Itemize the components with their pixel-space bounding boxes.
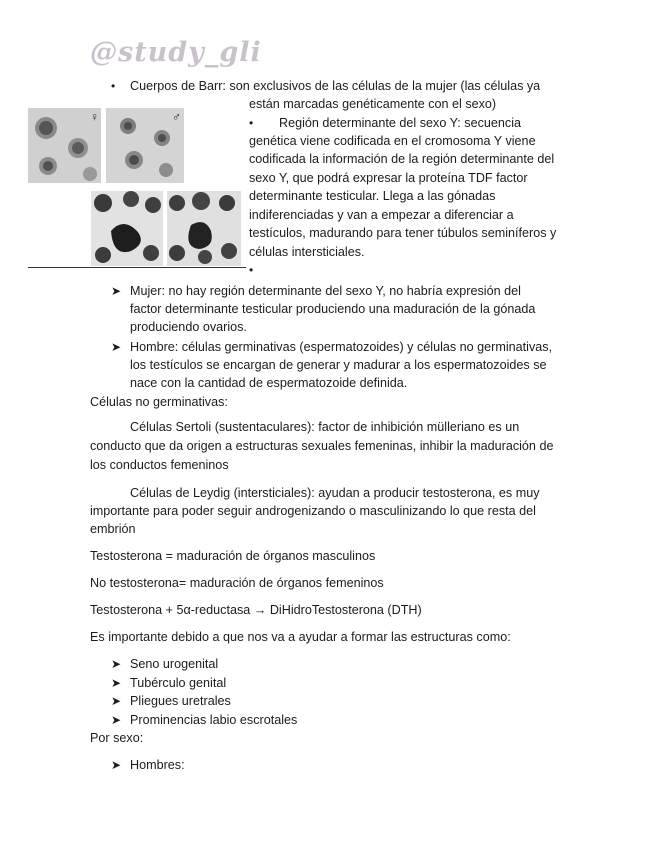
mujer-line-1: Mujer: no hay región determinante del sexo Y, no habría expresión del	[130, 284, 521, 298]
female-symbol-icon: ♀	[90, 110, 99, 124]
testosterone-line-1: Testosterona = maduración de órganos masculinos	[90, 549, 376, 563]
sry-line-7: testículos, madurando para tener túbulos seminíferos y	[249, 226, 557, 240]
arrow-bullet-icon: ➤	[111, 340, 122, 354]
structure-item: Prominencias labio escrotales	[130, 713, 298, 727]
bullet-dot-icon: •	[249, 116, 254, 130]
leydig-line-3: embrión	[90, 522, 136, 536]
structure-item: Pliegues uretrales	[130, 694, 231, 708]
arrow-bullet-icon: ➤	[111, 694, 122, 708]
sry-line-5: determinante testicular. Llega a las gónadas	[249, 189, 496, 203]
mujer-line-3: produciendo ovarios.	[130, 320, 247, 334]
por-sexo-heading: Por sexo:	[90, 731, 144, 745]
bullet-dot-icon: •	[249, 263, 254, 277]
arrow-bullet-icon: ➤	[111, 713, 122, 727]
drumstick-micrograph-male	[167, 191, 241, 266]
sertoli-line-2: conducto que da origen a estructuras sexuales femeninas, inhibir la maduración de	[90, 439, 554, 453]
watermark: @study_gli	[90, 37, 262, 68]
sry-line-8: células intersticiales.	[249, 245, 365, 259]
important-line: Es importante debido a que nos va a ayudar a formar las estructuras como:	[90, 630, 511, 644]
sry-line-1: Región determinante del sexo Y: secuencia	[279, 116, 522, 130]
hombre-line-3: nace con la cantidad de espermatozoide definida.	[130, 376, 408, 390]
hombre-line-1: Hombre: células germinativas (espermatozoides) y células no germinativas,	[130, 340, 553, 354]
male-symbol-icon: ♂	[172, 110, 181, 124]
arrow-bullet-icon: ➤	[111, 676, 122, 690]
arrow-bullet-icon: ➤	[111, 758, 122, 772]
structure-item: Seno urogenital	[130, 657, 219, 671]
arrow-bullet-icon: ➤	[111, 284, 122, 298]
hombre-line-2: los testículos se encargan de generar y madurar a los espermatozoides se	[130, 358, 547, 372]
figure-divider	[28, 267, 246, 268]
structure-item: Tubérculo genital	[130, 676, 227, 690]
sertoli-line-1: Células Sertoli (sustentaculares): factor de inhibición mülleriano es un	[130, 420, 520, 434]
testosterone-line-3: Testosterona + 5α-reductasa → DiHidroTestosterona (DTH)	[90, 603, 422, 617]
testosterone-line-2: No testosterona= maduración de órganos femeninos	[90, 576, 384, 590]
sry-line-6: indiferenciadas y van a empezar a diferenciar a	[249, 208, 514, 222]
leydig-line-2: importante para poder seguir androgenizando o masculinizando lo que resta del	[90, 504, 536, 518]
sertoli-line-3: los conductos femeninos	[90, 458, 229, 472]
barr-line-2: están marcadas genéticamente con el sexo)	[249, 97, 497, 111]
sry-line-2: genética viene codificada en el cromosoma Y viene	[249, 134, 536, 148]
sry-line-4: sexo Y, que podrá expresar la proteína TDF factor	[249, 171, 528, 185]
barr-line-1: Cuerpos de Barr: son exclusivos de las células de la mujer (las células ya	[130, 79, 541, 93]
leydig-line-1: Células de Leydig (intersticiales): ayudan a producir testosterona, es muy	[130, 486, 540, 500]
no-germinativas-heading: Células no germinativas:	[90, 395, 228, 409]
arrow-bullet-icon: ➤	[111, 657, 122, 671]
hombres-item: Hombres:	[130, 758, 185, 772]
drumstick-micrograph-female	[91, 191, 163, 266]
bullet-dot-icon: •	[111, 79, 116, 93]
mujer-line-2: factor determinante testicular produciendo una maduración de la gónada	[130, 302, 536, 316]
sry-line-3: codificada la información de la región determinante del	[249, 152, 555, 166]
